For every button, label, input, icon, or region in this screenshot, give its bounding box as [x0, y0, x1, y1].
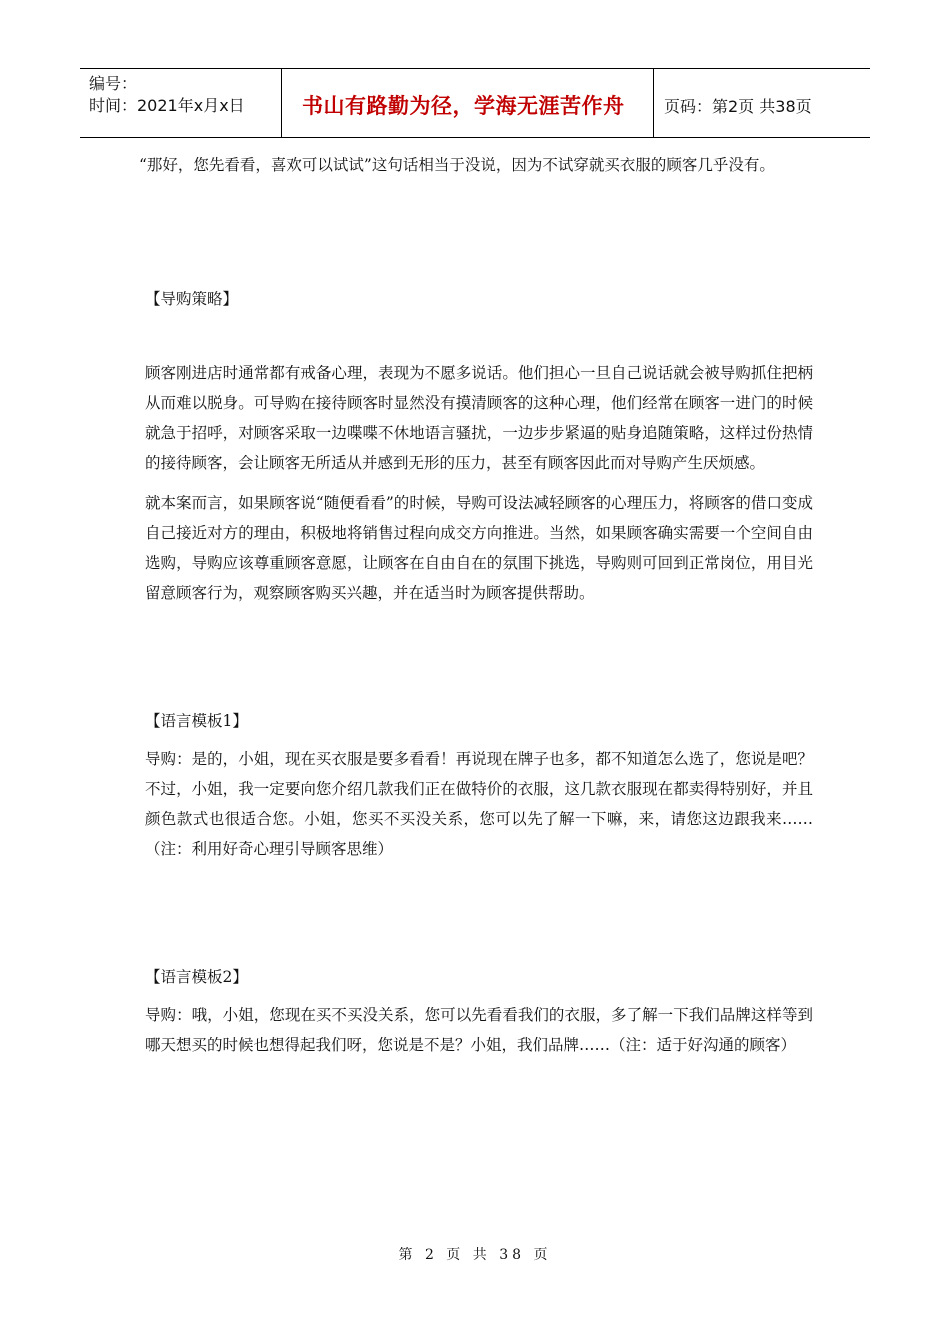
- intro-paragraph: “那好，您先看看，喜欢可以试试”这句话相当于没说，因为不试穿就买衣服的顾客几乎没有。: [139, 156, 775, 174]
- doc-number-label: 编号：: [89, 74, 138, 93]
- header-motto-cell: [282, 69, 654, 137]
- header-page-cell: [654, 69, 870, 137]
- page-info: 页码：第2页 共38页: [664, 96, 812, 116]
- strategy-heading: 【导购策略】: [145, 290, 239, 308]
- template1-paragraph: 导购：是的，小姐，现在买衣服是要多看看！再说现在牌子也多，都不知道怎么选了，您说是吧？不过，小姐，我一定要向您介绍几款我们正在做特价的衣服，这几款衣服现在都卖得特别好，并且颜色款式也很适合您。小姐，您买不买没关系，您可以先了解一下嘛，来，请您这边跟我来……（注：利用好奇心理引导顾客思维）: [145, 750, 813, 858]
- page-footer: [0, 1244, 950, 1264]
- footer-page-number: 第 2 页 共 38 页: [398, 1247, 552, 1263]
- strategy-paragraph-1: 顾客刚进店时通常都有戒备心理，表现为不愿多说话。他们担心一旦自己说话就会被导购抓住把柄从而难以脱身。可导购在接待顾客时显然没有摸清顾客的这种心理，他们经常在顾客一进门的时候就急于招呼，对顾客采取一边喋喋不休地语言骚扰，一边步步紧逼的贴身追随策略，这样过份热情的接待顾客，会让顾客无所适从并感到无形的压力，甚至有顾客因此而对导购产生厌烦感。: [145, 364, 813, 472]
- time-label: 时间：2021年x月x日: [89, 96, 245, 115]
- template1-heading: 【语言模板1】: [145, 712, 248, 730]
- document-body: [139, 150, 813, 1060]
- template2-heading: 【语言模板2】: [145, 968, 248, 986]
- template2-paragraph: 导购：哦，小姐，您现在买不买没关系，您可以先看看我们的衣服，多了解一下我们品牌这样等到哪天想买的时候也想得起我们呀，您说是不是？小姐，我们品牌……（注：适于好沟通的顾客）: [145, 1006, 813, 1054]
- motto-text: 书山有路勤为径，学海无涯苦作舟: [302, 94, 625, 118]
- header-meta-cell: [80, 69, 282, 137]
- strategy-paragraph-2: 就本案而言，如果顾客说“随便看看”的时候，导购可设法减轻顾客的心理压力，将顾客的借口变成自己接近对方的理由，积极地将销售过程向成交方向推进。当然，如果顾客确实需要一个空间自由选购，导购应该尊重顾客意愿，让顾客在自由自在的氛围下挑选，导购则可回到正常岗位，用目光留意顾客行为，观察顾客购买兴趣，并在适当时为顾客提供帮助。: [145, 494, 813, 602]
- document-header: [80, 68, 870, 138]
